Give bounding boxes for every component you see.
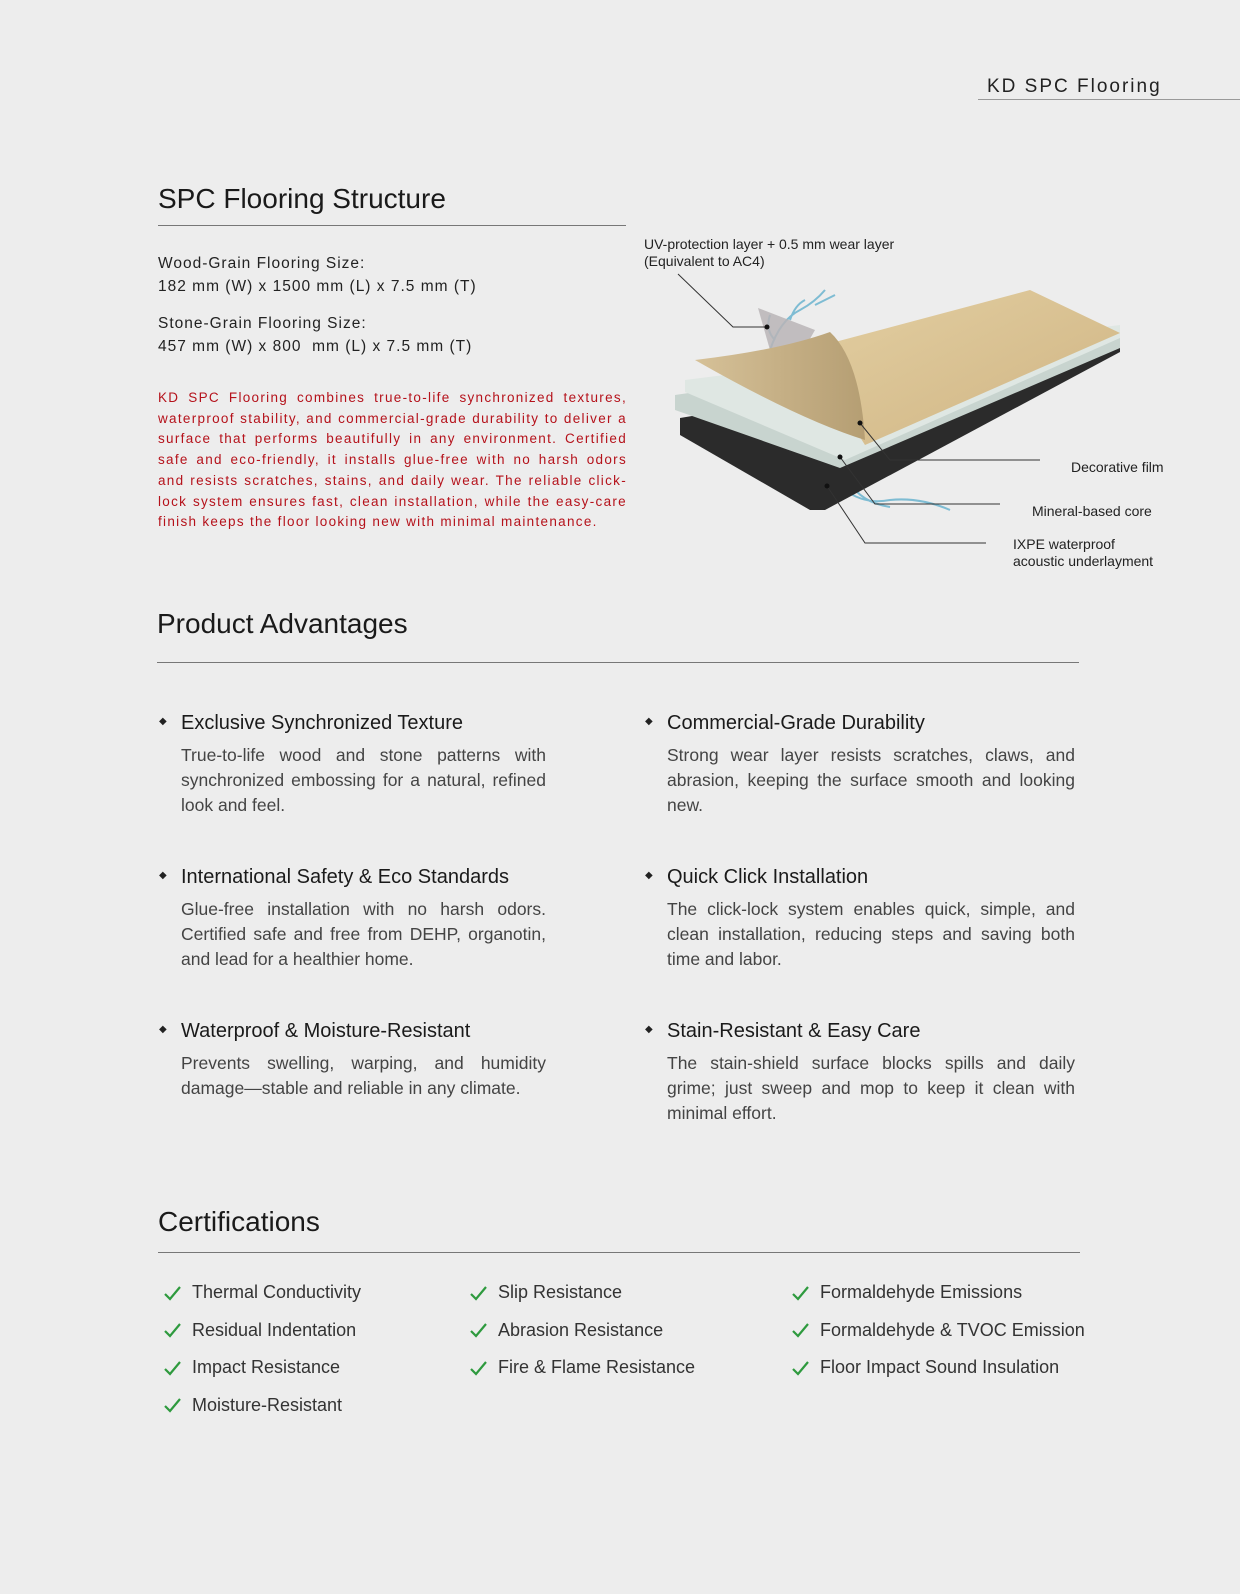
structure-title: SPC Flooring Structure xyxy=(158,183,446,214)
ixpe-line-1: IXPE waterproof xyxy=(1013,536,1115,552)
ixpe-line-2: acoustic underlayment xyxy=(1013,553,1154,569)
certification-item xyxy=(469,1282,622,1303)
check-icon xyxy=(163,1360,181,1376)
advantage-title: Waterproof & Moisture-Resistant xyxy=(181,1020,471,1042)
bullet-icon: ◆ xyxy=(645,870,653,881)
check-icon xyxy=(163,1322,181,1338)
check-icon xyxy=(469,1285,487,1301)
advantage-item xyxy=(159,712,571,818)
certification-label: Moisture-Resistant xyxy=(192,1394,343,1415)
certification-item xyxy=(469,1357,695,1378)
advantage-desc: The click-lock system enables quick, simple, and clean installation, reducing steps and saving both time and labor. xyxy=(667,899,1075,969)
label-ixpe xyxy=(1013,536,1153,570)
bullet-icon: ◆ xyxy=(159,1024,167,1035)
label-uv-layer xyxy=(644,236,894,270)
certification-label: Residual Indentation xyxy=(192,1319,357,1340)
certification-item xyxy=(163,1395,342,1416)
certification-item xyxy=(163,1320,356,1341)
certification-label: Abrasion Resistance xyxy=(498,1319,664,1340)
stone-size-label: Stone-Grain Flooring Size: xyxy=(158,315,367,332)
advantages-divider xyxy=(157,662,1079,663)
certifications-divider xyxy=(158,1252,1080,1253)
bullet-icon: ◆ xyxy=(159,716,167,727)
certification-item xyxy=(163,1282,361,1303)
stone-size xyxy=(158,312,472,358)
wood-size-value: 182 mm (W) x 1500 mm (L) x 7.5 mm (T) xyxy=(158,278,477,295)
uv-line-2: (Equivalent to AC4) xyxy=(644,253,765,269)
structure-divider xyxy=(158,225,626,226)
advantage-title: Commercial-Grade Durability xyxy=(667,712,925,734)
advantage-title: Exclusive Synchronized Texture xyxy=(181,712,463,734)
product-description: KD SPC Flooring combines true-to-life synchronized textures, waterproof stability, and commercial-grade durability to deliver a surface that performs beautifully in any environment. Certified safe and eco-friendly, it installs glue-free with no harsh odors and resists scratches, stains, and daily wear. The reliable click-lock system ensures fast, clean installation, while the easy-care finish keeps the floor looking new with minimal maintenance. xyxy=(158,390,627,530)
wood-size-label: Wood-Grain Flooring Size: xyxy=(158,255,366,272)
bullet-icon: ◆ xyxy=(159,870,167,881)
certification-item xyxy=(791,1320,1085,1341)
advantage-item xyxy=(645,1020,1075,1126)
check-icon xyxy=(469,1322,487,1338)
advantage-item xyxy=(159,1020,571,1101)
advantage-desc: Prevents swelling, warping, and humidity damage—stable and reliable in any climate. xyxy=(181,1053,546,1098)
advantage-title: Stain-Resistant & Easy Care xyxy=(667,1020,921,1042)
wood-size xyxy=(158,252,477,298)
label-decorative-film: Decorative film xyxy=(1071,459,1164,475)
advantage-desc: Strong wear layer resists scratches, claws, and abrasion, keeping the surface smooth and looking new. xyxy=(667,745,1075,815)
certification-label: Formaldehyde & TVOC Emission xyxy=(820,1319,1085,1340)
bullet-icon: ◆ xyxy=(645,1024,653,1035)
header-divider xyxy=(978,99,1240,100)
brand-header: KD SPC Flooring xyxy=(987,76,1162,97)
certification-label: Formaldehyde Emissions xyxy=(820,1282,1023,1302)
advantage-title: Quick Click Installation xyxy=(667,866,869,888)
check-icon xyxy=(791,1322,809,1338)
stone-size-value: 457 mm (W) x 800 mm (L) x 7.5 mm (T) xyxy=(158,338,473,355)
check-icon xyxy=(791,1285,809,1301)
uv-line-1: UV-protection layer + 0.5 mm wear layer xyxy=(644,236,895,252)
certification-item xyxy=(163,1357,340,1378)
certification-label: Slip Resistance xyxy=(498,1282,623,1302)
certification-item xyxy=(791,1357,1059,1378)
certification-label: Fire & Flame Resistance xyxy=(498,1357,696,1377)
advantage-desc: The stain-shield surface blocks spills and daily grime; just sweep and mop to keep it clean with minimal effort. xyxy=(667,1053,1075,1123)
advantage-title: International Safety & Eco Standards xyxy=(181,866,509,888)
certification-label: Floor Impact Sound Insulation xyxy=(820,1357,1060,1377)
check-icon xyxy=(469,1360,487,1376)
advantages-title: Product Advantages xyxy=(157,608,408,639)
certification-item xyxy=(791,1282,1022,1303)
advantage-desc: Glue-free installation with no harsh odors. Certified safe and free from DEHP, organotin, and lead for a healthier home. xyxy=(181,899,546,969)
certification-label: Impact Resistance xyxy=(192,1357,341,1377)
label-mineral-core: Mineral-based core xyxy=(1032,503,1152,519)
advantage-item xyxy=(159,866,571,972)
certifications-title: Certifications xyxy=(158,1206,320,1237)
check-icon xyxy=(163,1397,181,1413)
certification-item xyxy=(469,1320,663,1341)
advantage-desc: True-to-life wood and stone patterns with synchronized embossing for a natural, refined look and feel. xyxy=(181,745,546,815)
check-icon xyxy=(791,1360,809,1376)
advantage-item xyxy=(645,712,1075,818)
layer-diagram xyxy=(620,220,1240,580)
advantage-item xyxy=(645,866,1075,972)
certification-label: Thermal Conductivity xyxy=(192,1282,362,1302)
bullet-icon: ◆ xyxy=(645,716,653,727)
check-icon xyxy=(163,1285,181,1301)
